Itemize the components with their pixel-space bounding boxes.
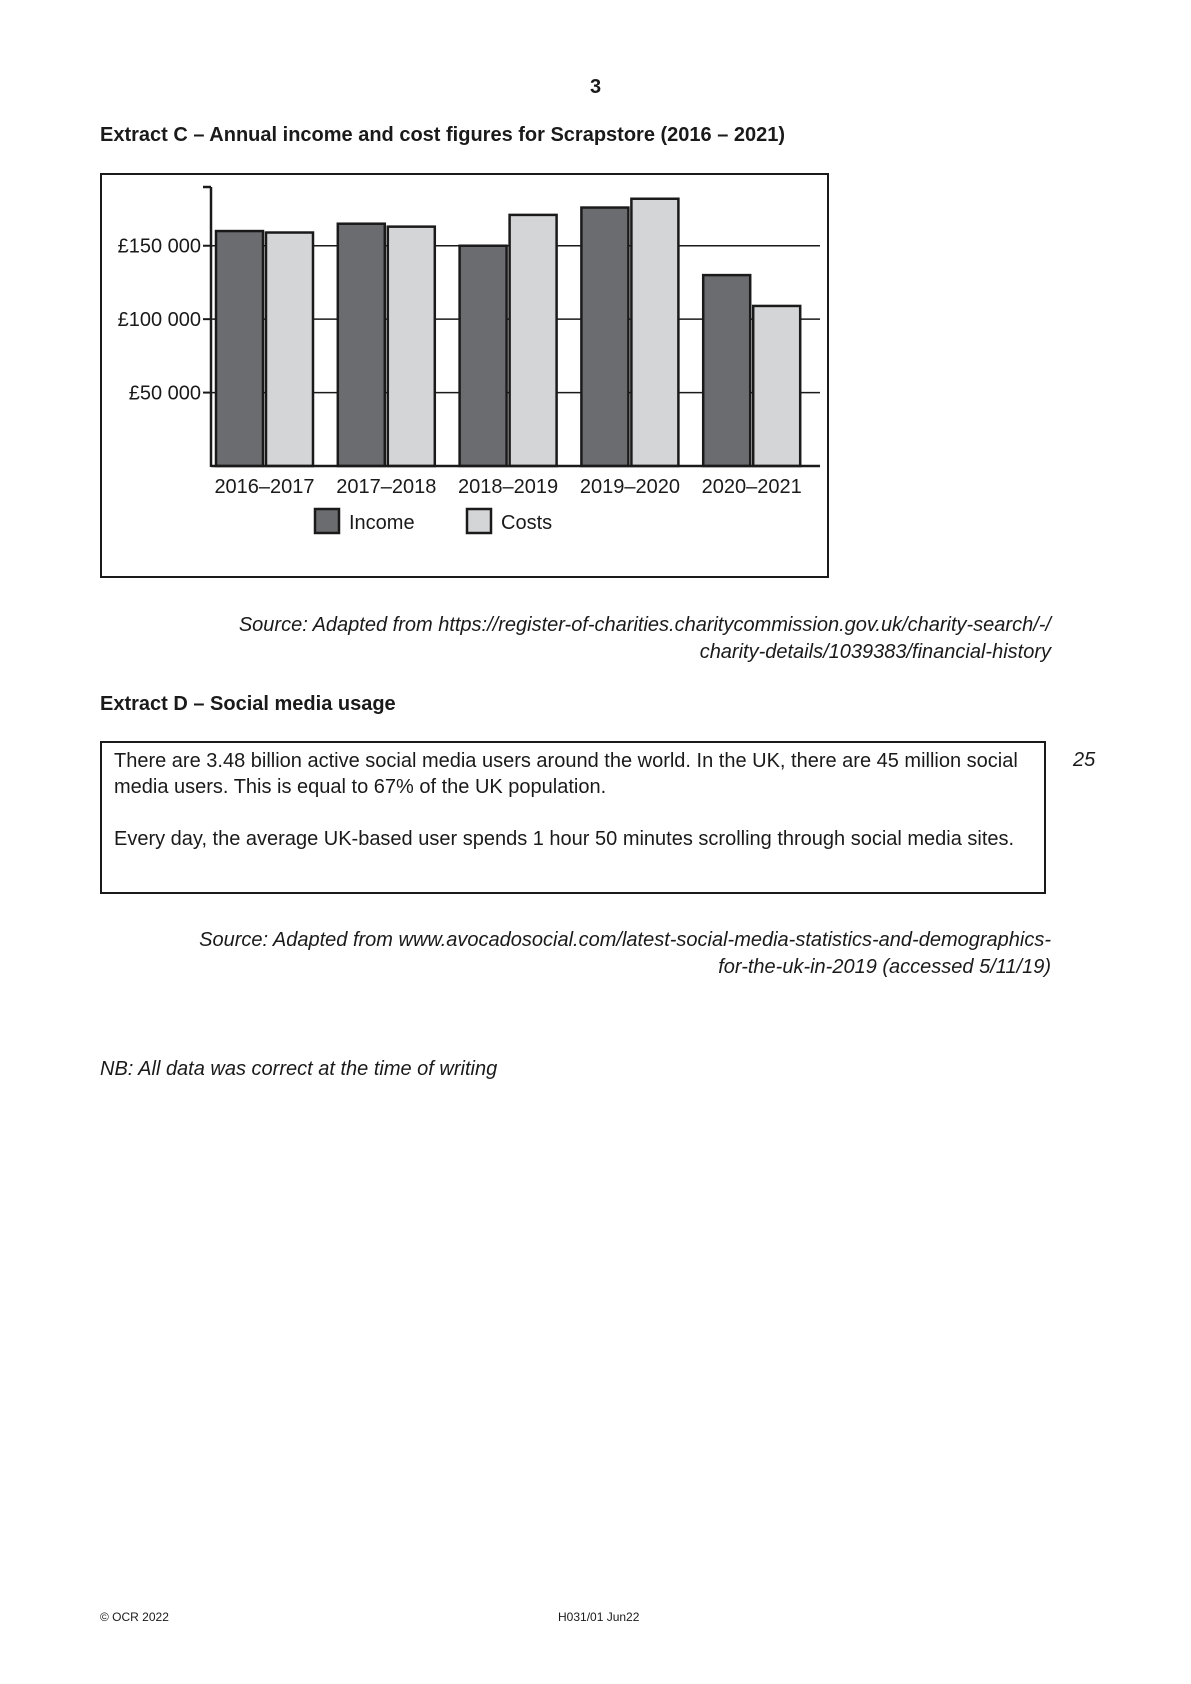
bar-income <box>338 224 385 466</box>
bar-costs <box>753 306 800 466</box>
y-tick-label: £100 000 <box>117 309 201 332</box>
extract-c-source-line-1: Source: Adapted from https://register-of-charities.charitycommission.gov.uk/charity-search/-/ <box>238 614 1051 636</box>
extract-d-text-box <box>100 741 1046 894</box>
bar-income <box>581 208 628 466</box>
extract-d-paragraph-2: Every day, the average UK-based user spends 1 hour 50 minutes scrolling through social media sites. <box>114 828 1015 850</box>
extract-d-heading: Extract D – Social media usage <box>100 693 396 715</box>
footer-copyright: © OCR 2022 <box>100 1610 169 1624</box>
extract-c-heading: Extract C – Annual income and cost figures for Scrapstore (2016 – 2021) <box>100 124 786 146</box>
chart-container <box>100 173 829 578</box>
bar-costs <box>266 233 313 466</box>
extract-d-source-line-2: for-the-uk-in-2019 (accessed 5/11/19) <box>718 956 1051 978</box>
legend-swatch-income <box>315 509 339 533</box>
nb-note: NB: All data was correct at the time of writing <box>100 1058 498 1080</box>
bar-costs <box>510 215 557 466</box>
bar-income <box>216 231 263 466</box>
bar-income <box>460 246 507 466</box>
page-number: 3 <box>589 76 602 98</box>
line-number: 25 <box>1073 749 1096 771</box>
extract-d-source-line-1: Source: Adapted from www.avocadosocial.com/latest-social-media-statistics-and-demographics- <box>199 929 1051 951</box>
y-tick-label: £150 000 <box>117 235 201 258</box>
x-tick-label: 2017–2018 <box>336 476 437 498</box>
x-tick-label: 2019–2020 <box>579 476 680 498</box>
income-cost-bar-chart <box>102 175 827 576</box>
extract-d-paragraph-1: There are 3.48 billion active social media users around the world. In the UK, there are 45 million social media users. This is equal to 67% of the UK population. <box>114 750 1018 798</box>
legend-label-income: Income <box>349 512 415 534</box>
y-tick-label: £50 000 <box>128 382 201 405</box>
extract-c-source-line-2: charity-details/1039383/financial-history <box>699 641 1051 663</box>
bar-costs <box>631 199 678 466</box>
x-tick-label: 2016–2017 <box>214 476 315 498</box>
x-tick-label: 2020–2021 <box>701 476 802 498</box>
x-tick-label: 2018–2019 <box>458 476 559 498</box>
legend-label-costs: Costs <box>501 512 553 534</box>
bar-costs <box>388 227 435 466</box>
legend-swatch-costs <box>467 509 491 533</box>
bar-income <box>703 275 750 466</box>
footer-paper-code: H031/01 Jun22 <box>558 1610 640 1624</box>
